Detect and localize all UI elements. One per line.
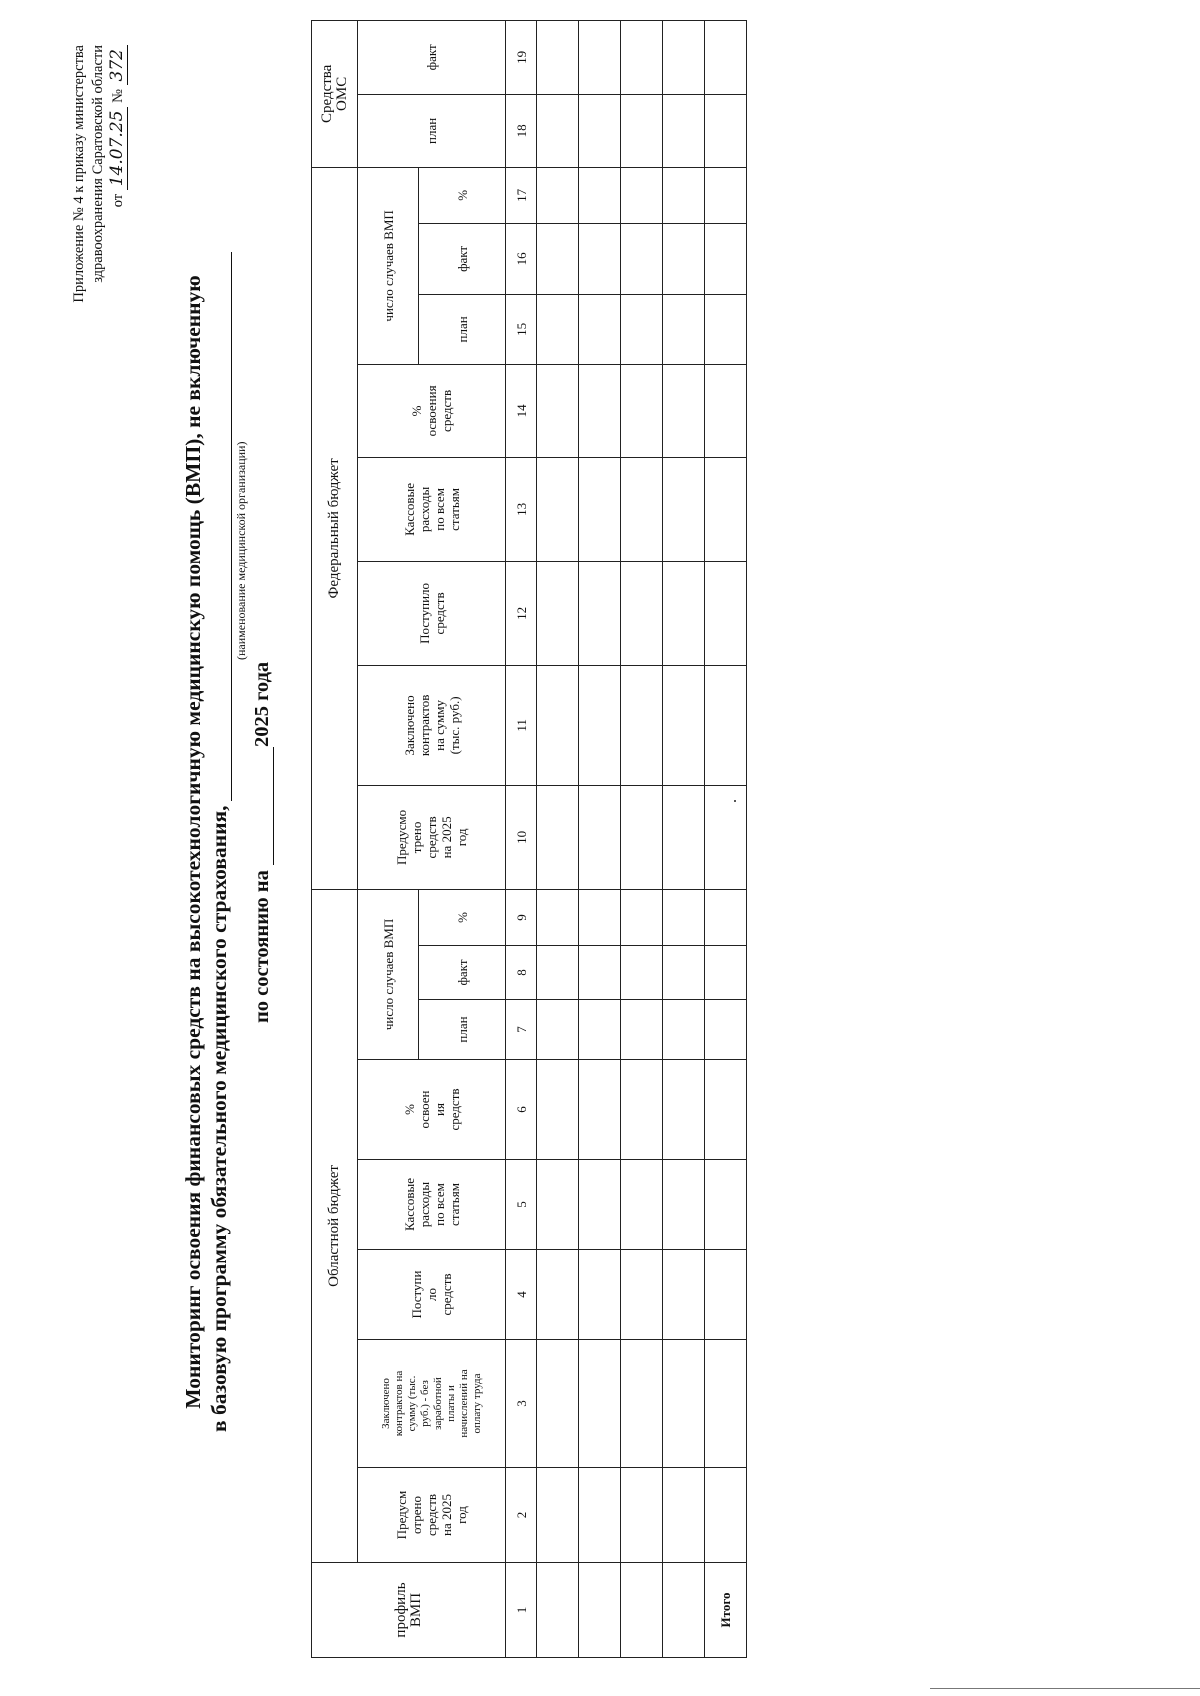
table-cell[interactable] — [537, 665, 579, 785]
table-cell[interactable] — [705, 561, 747, 665]
table-row — [663, 20, 705, 1657]
document-title-line-2 — [207, 252, 232, 1432]
table-cell[interactable] — [663, 1563, 705, 1658]
table-cell[interactable] — [537, 1160, 579, 1250]
table-cell[interactable] — [663, 1160, 705, 1250]
table-cell[interactable] — [579, 1160, 621, 1250]
table-cell[interactable] — [663, 1340, 705, 1468]
table-cell[interactable] — [621, 1250, 663, 1340]
table-cell[interactable] — [705, 364, 747, 457]
table-cell[interactable] — [579, 167, 621, 223]
table-cell[interactable] — [705, 1060, 747, 1160]
table-cell[interactable] — [621, 561, 663, 665]
table-cell[interactable] — [621, 457, 663, 561]
table-cell[interactable] — [705, 889, 747, 945]
table-cell[interactable] — [621, 223, 663, 294]
table-cell[interactable] — [579, 1563, 621, 1658]
column-number: 13 — [506, 457, 537, 561]
header-regional-cases-plan: план — [419, 1000, 506, 1060]
table-cell[interactable] — [537, 785, 579, 889]
header-federal-planned: Предусмо трено средств на 2025 год — [358, 785, 506, 889]
table-cell[interactable] — [705, 457, 747, 561]
appendix-line-1: Приложение № 4 к приказу министерства — [71, 45, 87, 303]
number-label: № — [110, 89, 126, 103]
column-number: 14 — [506, 364, 537, 457]
table-cell[interactable] — [621, 1060, 663, 1160]
table-cell[interactable] — [537, 1468, 579, 1563]
as-of-suffix: 2025 года — [251, 661, 273, 748]
handwritten-number: 372 — [108, 45, 128, 85]
header-regional-received: Поступи ло средств — [358, 1250, 506, 1340]
appendix-line-2: здравоохранения Саратовской области — [90, 45, 106, 283]
header-oms-plan: план — [358, 94, 506, 167]
table-cell[interactable] — [537, 364, 579, 457]
table-cell[interactable] — [537, 167, 579, 223]
column-number: 12 — [506, 561, 537, 665]
header-regional-cases-fact: факт — [419, 946, 506, 1000]
table-cell[interactable] — [663, 561, 705, 665]
table-cell[interactable] — [579, 1468, 621, 1563]
table-cell[interactable] — [663, 889, 705, 945]
table-cell[interactable] — [537, 889, 579, 945]
header-regional-planned: Предусм отрено средств на 2025 год — [358, 1468, 506, 1563]
table-row — [579, 20, 621, 1657]
header-federal-cash: Кассовые расходы по всем статьям — [358, 457, 506, 561]
table-cell[interactable] — [621, 167, 663, 223]
table-cell[interactable] — [663, 1060, 705, 1160]
table-cell[interactable] — [579, 94, 621, 167]
header-federal-percent: % освоения средств — [358, 364, 506, 457]
document-title-line-1: Мониторинг освоения финансовых средств на высокотехнологичную медицинскую помощь (ВМП), не включенную — [181, 275, 205, 1409]
column-number: 10 — [506, 785, 537, 889]
table-cell[interactable] — [621, 1000, 663, 1060]
table-cell[interactable] — [537, 1250, 579, 1340]
table-cell[interactable] — [579, 785, 621, 889]
table-cell[interactable] — [705, 1250, 747, 1340]
table-cell[interactable] — [537, 946, 579, 1000]
from-label: от — [110, 193, 126, 208]
header-regional-cases-pct: % — [419, 889, 506, 945]
header-regional-cash: Кассовые расходы по всем статьям — [358, 1160, 506, 1250]
column-number: 7 — [506, 1000, 537, 1060]
column-number: 17 — [506, 167, 537, 223]
header-federal-cases-pct: % — [419, 167, 506, 223]
column-number: 4 — [506, 1250, 537, 1340]
organization-name-blank[interactable] — [211, 252, 232, 801]
as-of-prefix: по состоянию на — [251, 870, 273, 1023]
appendix-line-3 — [108, 45, 128, 303]
table-cell[interactable] — [705, 167, 747, 223]
as-of-date-blank[interactable] — [255, 747, 274, 865]
table-cell[interactable] — [579, 364, 621, 457]
column-number: 15 — [506, 294, 537, 364]
scan-edge-line — [930, 1688, 1200, 1689]
column-number: 8 — [506, 946, 537, 1000]
table-cell[interactable] — [537, 20, 579, 94]
table-cell[interactable] — [579, 457, 621, 561]
table-cell[interactable] — [621, 1160, 663, 1250]
table-cell[interactable] — [663, 1468, 705, 1563]
table-cell[interactable] — [705, 665, 747, 785]
header-oms-fact: факт — [358, 20, 506, 94]
header-federal-received: Поступило средств — [358, 561, 506, 665]
table-cell[interactable] — [537, 561, 579, 665]
table-cell[interactable] — [537, 294, 579, 364]
header-profile-vmp: профиль ВМП — [312, 1563, 506, 1658]
table-cell[interactable] — [579, 1250, 621, 1340]
table-cell[interactable] — [621, 1340, 663, 1468]
header-federal-contracts: Заключено контрактов на сумму (тыс. руб.) — [358, 665, 506, 785]
header-federal-budget: Федеральный бюджет — [312, 167, 358, 889]
table-cell[interactable] — [663, 20, 705, 94]
header-row-subgroups — [358, 20, 419, 1657]
table-cell[interactable] — [621, 946, 663, 1000]
title-line-2-text: в базовую программу обязательного медицинского страхования, — [207, 805, 231, 1432]
table-cell[interactable] — [579, 1060, 621, 1160]
table-cell[interactable] — [621, 94, 663, 167]
table-cell[interactable] — [621, 20, 663, 94]
table-cell[interactable] — [663, 223, 705, 294]
total-row — [705, 20, 747, 1657]
header-federal-cases-plan: план — [419, 294, 506, 364]
column-number: 1 — [506, 1563, 537, 1658]
scan-speck — [734, 800, 736, 802]
table-cell[interactable] — [663, 94, 705, 167]
column-number: 5 — [506, 1160, 537, 1250]
table-cell[interactable] — [705, 1000, 747, 1060]
table-cell[interactable] — [621, 294, 663, 364]
table-cell[interactable] — [663, 785, 705, 889]
column-number: 11 — [506, 665, 537, 785]
table-cell[interactable] — [621, 1468, 663, 1563]
monitoring-table — [311, 20, 747, 1658]
table-cell[interactable] — [579, 20, 621, 94]
table-cell[interactable] — [705, 785, 747, 889]
table-cell[interactable] — [705, 94, 747, 167]
table-cell[interactable] — [663, 1000, 705, 1060]
column-number: 6 — [506, 1060, 537, 1160]
table-cell[interactable] — [537, 1563, 579, 1658]
column-number: 19 — [506, 20, 537, 94]
table-cell[interactable] — [537, 94, 579, 167]
column-number: 18 — [506, 94, 537, 167]
table-cell[interactable] — [663, 665, 705, 785]
table-cell[interactable] — [705, 20, 747, 94]
column-number: 16 — [506, 223, 537, 294]
table-cell[interactable] — [579, 223, 621, 294]
table-cell[interactable] — [621, 364, 663, 457]
table-cell[interactable] — [705, 946, 747, 1000]
table-cell[interactable] — [663, 946, 705, 1000]
table-cell[interactable] — [663, 1250, 705, 1340]
table-cell[interactable] — [705, 294, 747, 364]
table-cell[interactable] — [579, 889, 621, 945]
column-number: 9 — [506, 889, 537, 945]
header-regional-budget: Областной бюджет — [312, 889, 358, 1562]
table-cell[interactable] — [621, 889, 663, 945]
header-regional-contracts: Заключено контрактов на сумму (тыс. руб.) - без заработной платы и начислений на оплату труда — [358, 1340, 506, 1468]
table-cell[interactable] — [537, 1340, 579, 1468]
header-oms-funds: Средства ОМС — [312, 20, 358, 167]
table-cell[interactable] — [705, 223, 747, 294]
table-cell[interactable] — [663, 167, 705, 223]
table-cell[interactable] — [705, 1160, 747, 1250]
table-cell[interactable] — [537, 223, 579, 294]
header-federal-cases-fact: факт — [419, 223, 506, 294]
table-cell[interactable] — [663, 457, 705, 561]
table-cell[interactable] — [621, 1563, 663, 1658]
table-cell[interactable] — [537, 1060, 579, 1160]
appendix-header — [70, 45, 128, 303]
table-cell[interactable] — [663, 294, 705, 364]
column-number: 2 — [506, 1468, 537, 1563]
table-cell[interactable] — [705, 1468, 747, 1563]
table-row — [537, 20, 579, 1657]
table-cell[interactable] — [579, 665, 621, 785]
table-cell[interactable] — [579, 1000, 621, 1060]
header-row-groups — [312, 20, 358, 1657]
table-cell[interactable] — [621, 785, 663, 889]
table-cell[interactable] — [621, 665, 663, 785]
table-cell[interactable] — [537, 457, 579, 561]
table-cell[interactable] — [579, 561, 621, 665]
column-number: 3 — [506, 1340, 537, 1468]
header-regional-cases: число случаев ВМП — [358, 889, 419, 1059]
handwritten-date: 14.07.25 — [108, 107, 128, 191]
table-cell[interactable] — [579, 294, 621, 364]
header-regional-percent: % освоен ия средств — [358, 1060, 506, 1160]
table-cell[interactable] — [537, 1000, 579, 1060]
total-label: Итого — [705, 1563, 747, 1658]
table-row — [621, 20, 663, 1657]
table-cell[interactable] — [579, 946, 621, 1000]
header-federal-cases: число случаев ВМП — [358, 167, 419, 364]
organization-name-caption: (наименование медицинской организации) — [234, 441, 248, 660]
as-of-date-line — [251, 662, 274, 1023]
table-cell[interactable] — [579, 1340, 621, 1468]
table-cell[interactable] — [663, 364, 705, 457]
column-number-row — [506, 20, 537, 1657]
table-cell[interactable] — [705, 1340, 747, 1468]
